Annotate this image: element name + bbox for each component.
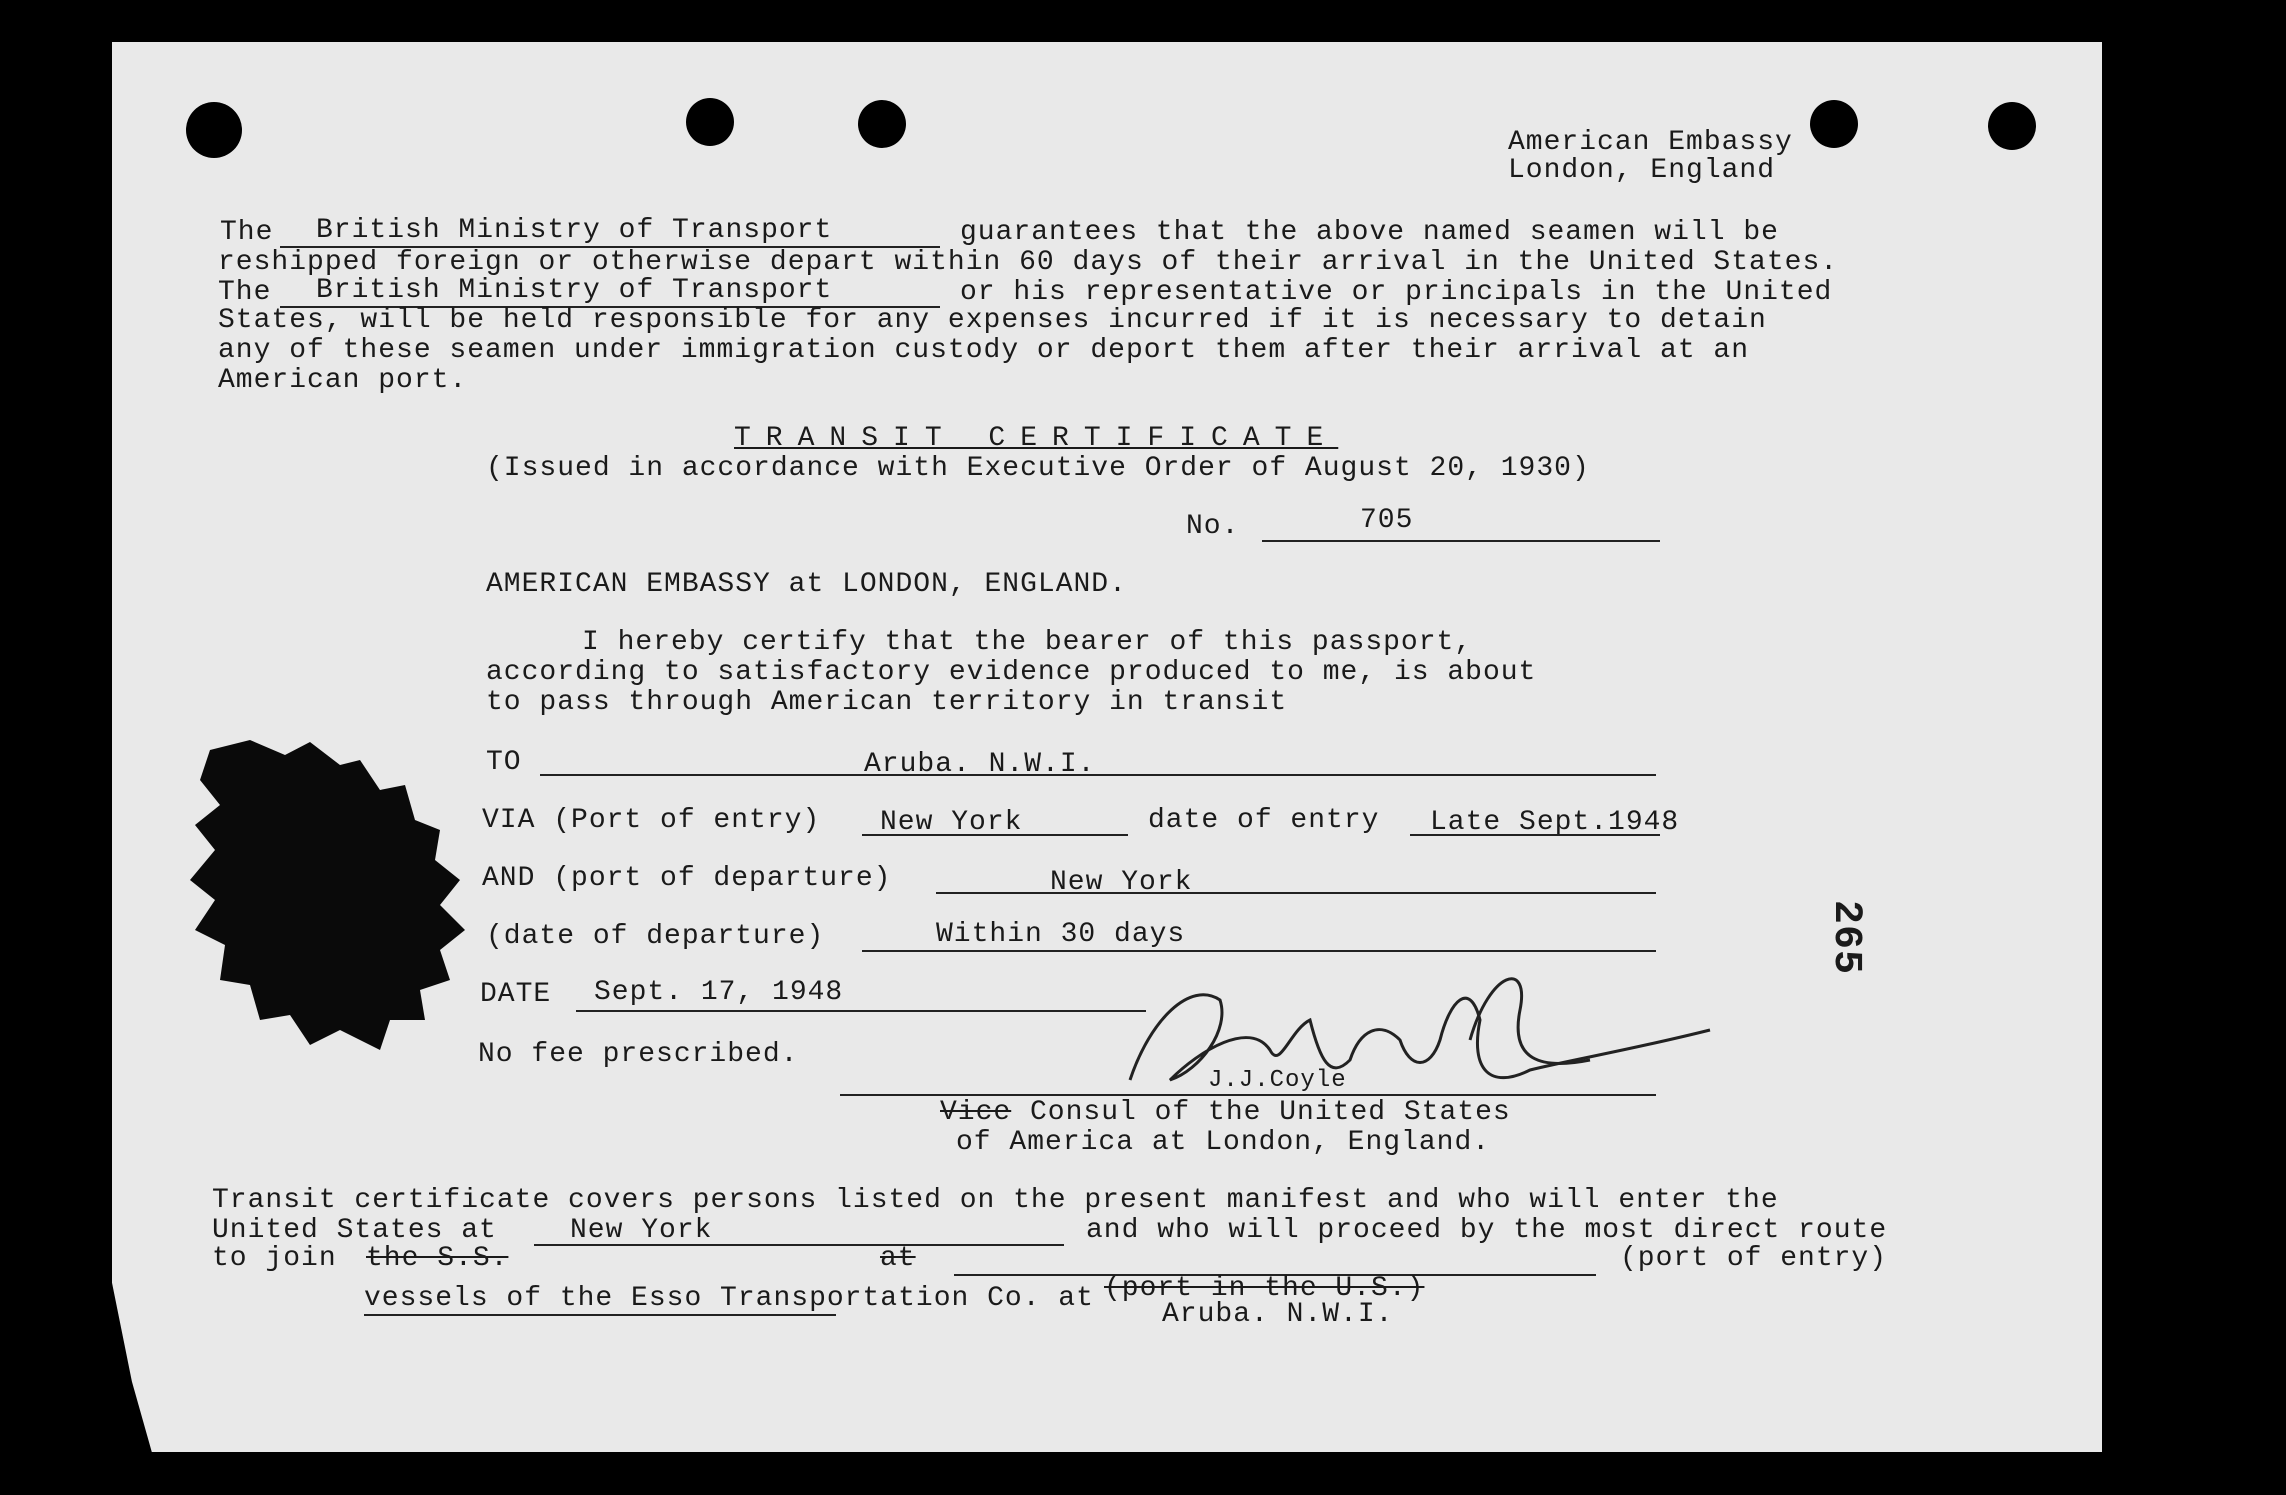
guarantee-l1a: The [220, 217, 274, 248]
punch-hole [686, 98, 734, 146]
footer-l4-strike: (port in the U.S.) [1104, 1273, 1425, 1304]
punch-hole [858, 100, 906, 148]
footer-l2a: United States at [212, 1215, 497, 1246]
punch-hole [1988, 102, 2036, 150]
guarantee-l6: American port. [218, 365, 468, 396]
certify-l2: according to satisfactory evidence produced to me, is about [486, 657, 1537, 688]
date-value: Sept. 17, 1948 [594, 977, 844, 1008]
guarantee-l2: reshipped foreign or otherwise depart within 60 days of their arrival in the United States. [218, 247, 1839, 278]
footer-l4-line [364, 1314, 836, 1316]
departure-date-value: Within 30 days [936, 919, 1186, 950]
via-value: New York [880, 807, 1023, 838]
footer-l3b: (port of entry) [1620, 1243, 1888, 1274]
departure-label: AND (port of departure) [482, 863, 892, 894]
embassy-header-line2: London, England [1508, 155, 1776, 186]
signature-title2: of America at London, England. [956, 1127, 1491, 1158]
punch-hole [1810, 100, 1858, 148]
fee-note: No fee prescribed. [478, 1039, 799, 1070]
certificate-no-label: No. [1186, 511, 1240, 542]
certify-l1: I hereby certify that the bearer of this passport, [582, 627, 1473, 658]
guarantor-2: British Ministry of Transport [316, 275, 833, 306]
signature-title1: Consul of the United States [1030, 1097, 1511, 1128]
departure-date-label: (date of departure) [486, 921, 825, 952]
footer-l3-strike: the S.S. [366, 1243, 509, 1274]
via-label: VIA (Port of entry) [482, 805, 821, 836]
embassy-seal [190, 730, 530, 1060]
certificate-title: TRANSIT CERTIFICATE [734, 423, 1339, 454]
certificate-subtitle: (Issued in accordance with Executive Order of August 20, 1930) [486, 453, 1590, 484]
consul-signature [1110, 960, 1730, 1120]
punch-hole [186, 102, 242, 158]
guarantee-l1b: guarantees that the above named seamen will be [960, 217, 1779, 248]
footer-l2-value: New York [570, 1215, 713, 1246]
footer-l2b: and who will proceed by the most direct route [1086, 1215, 1888, 1246]
entry-value: Late Sept.1948 [1430, 807, 1680, 838]
footer-l3-at: at [880, 1243, 916, 1274]
footer-l4: vessels of the Esso Transportation Co. at [364, 1283, 1094, 1314]
certify-l3: to pass through American territory in transit [486, 687, 1288, 718]
embassy-line: AMERICAN EMBASSY at LONDON, ENGLAND. [486, 569, 1127, 600]
to-value: Aruba. N.W.I. [864, 749, 1096, 780]
signature-name: J.J.Coyle [1208, 1067, 1347, 1094]
guarantee-l3b: or his representative or principals in the United [960, 277, 1833, 308]
entry-label: date of entry [1148, 805, 1380, 836]
signature-vice: Vice [940, 1097, 1012, 1128]
embassy-header-line1: American Embassy [1508, 127, 1793, 158]
departure-date-line [862, 950, 1656, 952]
entry-line [1410, 834, 1660, 836]
footer-l1: Transit certificate covers persons listed on the present manifest and who will enter the [212, 1185, 1779, 1216]
footer-l2-line [534, 1244, 1064, 1246]
guarantee-l3a: The [218, 277, 272, 308]
certificate-no-value: 705 [1360, 505, 1414, 536]
departure-line [936, 892, 1656, 894]
guarantee-l5: any of these seamen under immigration custody or deport them after their arrival at an [218, 335, 1750, 366]
departure-value: New York [1050, 867, 1193, 898]
guarantor-1: British Ministry of Transport [316, 215, 833, 246]
via-line [862, 834, 1128, 836]
to-line [540, 774, 1656, 776]
footer-l3a: to join [212, 1243, 337, 1274]
margin-number: 265 [1823, 900, 1868, 976]
to-label: TO [486, 747, 522, 778]
footer-l4-value: Aruba. N.W.I. [1162, 1299, 1394, 1330]
signature-line [840, 1094, 1656, 1096]
date-label: DATE [480, 979, 552, 1010]
guarantee-l4: States, will be held responsible for any expenses incurred if it is necessary to detain [218, 305, 1767, 336]
certificate-no-line [1262, 540, 1660, 542]
date-line [576, 1010, 1146, 1012]
